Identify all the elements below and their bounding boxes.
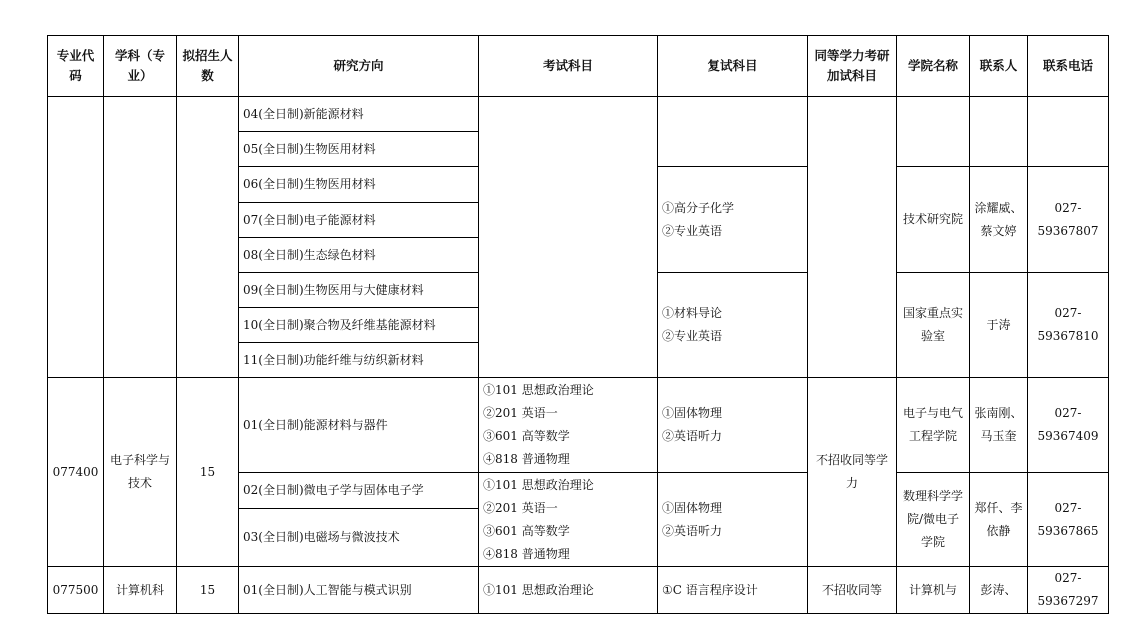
table-row — [48, 97, 1109, 132]
phone-cell: 027-59367810 — [1028, 273, 1109, 378]
exam-line: ③601 高等数学 — [483, 429, 570, 443]
contact-cell — [970, 473, 1028, 567]
phone-cell: 027-59367865 — [1028, 473, 1109, 567]
direction-cell: 07(全日制)电子能源材料 — [239, 203, 479, 238]
exam-cell: ①101 思想政治理论 — [479, 567, 658, 614]
exam-line: ②201 英语一 — [483, 500, 558, 515]
retest-line: ②专业英语 — [662, 329, 723, 343]
retest-cell — [658, 273, 808, 378]
college-name: 国家重点实验室 — [902, 306, 963, 343]
direction-cell: 11(全日制)功能纤维与纺织新材料 — [239, 343, 479, 378]
contact-name: 张南刚、马玉奎 — [974, 406, 1023, 443]
code-cell: 077500 — [48, 567, 104, 614]
contact-cell: 彭涛、 — [970, 567, 1028, 614]
exam-line: ③601 高等数学 — [483, 523, 570, 538]
retest-line: ②英语听力 — [662, 429, 723, 443]
direction-cell: 02(全日制)微电子学与固体电子学 — [239, 473, 479, 509]
retest-cell: ①C 语言程序设计 — [658, 567, 808, 614]
header-code: 专业代码 — [48, 36, 104, 97]
direction-cell: 10(全日制)聚合物及纤维基能源材料 — [239, 308, 479, 343]
direction-cell: 08(全日制)生态绿色材料 — [239, 238, 479, 273]
count-cell: 15 — [177, 567, 239, 614]
retest-line: ①高分子化学 — [662, 200, 735, 215]
direction-cell: 06(全日制)生物医用材料 — [239, 167, 479, 203]
header-equiv: 同等学力考研加试科目 — [808, 36, 897, 97]
header-major: 学科（专业） — [104, 36, 177, 97]
retest-line: ①材料导论 — [662, 306, 723, 320]
header-direction: 研究方向 — [239, 36, 479, 97]
phone-cell: 027-59367297 — [1028, 567, 1109, 614]
college-cell — [897, 167, 970, 273]
college-cell — [897, 273, 970, 378]
header-retest: 复试科目 — [658, 36, 808, 97]
contact-cell: 于涛 — [970, 273, 1028, 378]
equiv-cell-empty — [808, 97, 897, 378]
direction-cell: 03(全日制)电磁场与微波技术 — [239, 509, 479, 567]
phone-cell: 027-59367807 — [1028, 167, 1109, 273]
header-contact: 联系人 — [970, 36, 1028, 97]
code-cell-empty — [48, 97, 104, 378]
exam-cell — [479, 378, 658, 473]
header-phone: 联系电话 — [1028, 36, 1109, 97]
major-cell-empty — [104, 97, 177, 378]
exam-line: ①101 思想政治理论 — [483, 477, 594, 492]
direction-cell: 05(全日制)生物医用材料 — [239, 132, 479, 167]
retest-cell — [658, 473, 808, 567]
table-row — [48, 378, 1109, 473]
contact-name: 涂耀威、蔡文婷 — [974, 200, 1023, 238]
retest-line: ①固体物理 — [662, 406, 723, 420]
retest-cell — [658, 167, 808, 273]
college-name: 技术研究院 — [902, 212, 963, 226]
direction-cell: 04(全日制)新能源材料 — [239, 97, 479, 132]
college-cell-empty — [897, 97, 970, 167]
retest-line: ②英语听力 — [662, 523, 723, 538]
count-cell: 15 — [177, 378, 239, 567]
direction-cell: 09(全日制)生物医用与大健康材料 — [239, 273, 479, 308]
exam-line: ④818 普通物理 — [483, 546, 570, 561]
exam-line: ②201 英语一 — [483, 406, 558, 420]
equiv-cell — [808, 378, 897, 567]
header-count: 拟招生人数 — [177, 36, 239, 97]
college-cell: 计算机与 — [897, 567, 970, 614]
admissions-table — [47, 35, 1109, 614]
contact-cell — [970, 167, 1028, 273]
exam-line: ④818 普通物理 — [483, 452, 570, 466]
retest-cell — [658, 378, 808, 473]
equiv-text: 不招收同等学力 — [815, 453, 888, 490]
college-name: 电子与电气工程学院 — [902, 406, 963, 443]
code-cell: 077400 — [48, 378, 104, 567]
exam-line: ①101 思想政治理论 — [483, 383, 594, 397]
phone-cell-empty — [1028, 97, 1109, 167]
table-row — [48, 567, 1109, 614]
header-exam: 考试科目 — [479, 36, 658, 97]
header-row — [48, 36, 1109, 97]
contact-cell — [970, 378, 1028, 473]
retest-cell-empty — [658, 97, 808, 167]
phone-cell: 027-59367409 — [1028, 378, 1109, 473]
contact-cell-empty — [970, 97, 1028, 167]
major-cell: 计算机科 — [104, 567, 177, 614]
header-college: 学院名称 — [897, 36, 970, 97]
major-cell — [104, 378, 177, 567]
exam-cell — [479, 473, 658, 567]
college-cell — [897, 473, 970, 567]
contact-name: 郑仟、李依静 — [974, 500, 1023, 538]
major-name: 电子科学与技术 — [109, 453, 170, 490]
retest-line: ②专业英语 — [662, 223, 723, 238]
retest-line: ①固体物理 — [662, 500, 723, 515]
exam-cell-empty — [479, 97, 658, 378]
equiv-cell: 不招收同等 — [808, 567, 897, 614]
count-cell-empty — [177, 97, 239, 378]
college-cell — [897, 378, 970, 473]
direction-cell: 01(全日制)能源材料与器件 — [239, 378, 479, 473]
direction-cell: 01(全日制)人工智能与模式识别 — [239, 567, 479, 614]
college-name: 数理科学学院/微电子学院 — [902, 489, 963, 549]
